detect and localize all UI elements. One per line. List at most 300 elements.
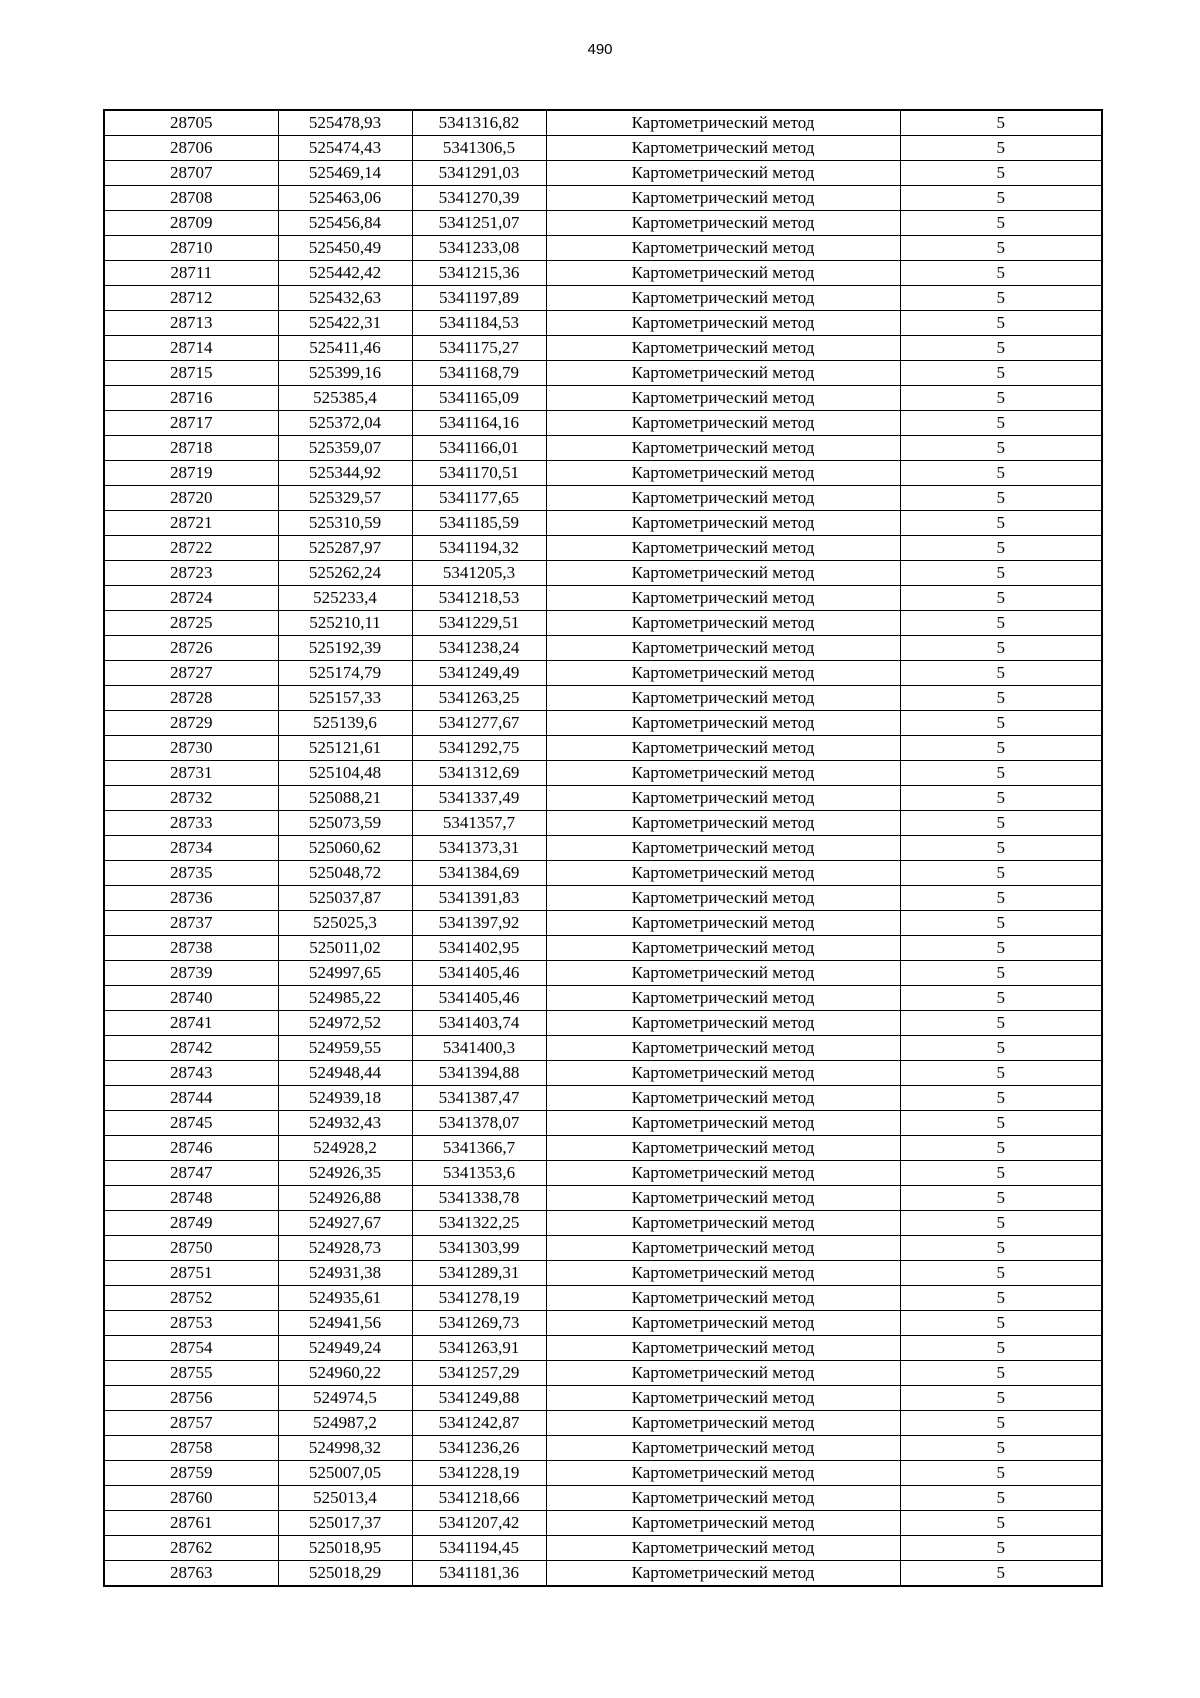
x-coordinate-cell: 525017,37 <box>278 1511 412 1536</box>
point-number-cell: 28731 <box>104 761 278 786</box>
accuracy-cell: 5 <box>900 211 1102 236</box>
table-row <box>104 561 1102 586</box>
table-row <box>104 1536 1102 1561</box>
method-cell: Картометрический метод <box>546 336 900 361</box>
table-row <box>104 286 1102 311</box>
point-number-cell: 28757 <box>104 1411 278 1436</box>
y-coordinate-cell: 5341394,88 <box>412 1061 546 1086</box>
accuracy-cell: 5 <box>900 836 1102 861</box>
y-coordinate-cell: 5341165,09 <box>412 386 546 411</box>
point-number-cell: 28758 <box>104 1436 278 1461</box>
table-row <box>104 586 1102 611</box>
x-coordinate-cell: 525157,33 <box>278 686 412 711</box>
point-number-cell: 28727 <box>104 661 278 686</box>
accuracy-cell: 5 <box>900 861 1102 886</box>
y-coordinate-cell: 5341391,83 <box>412 886 546 911</box>
y-coordinate-cell: 5341405,46 <box>412 961 546 986</box>
accuracy-cell: 5 <box>900 661 1102 686</box>
accuracy-cell: 5 <box>900 1061 1102 1086</box>
method-cell: Картометрический метод <box>546 986 900 1011</box>
point-number-cell: 28725 <box>104 611 278 636</box>
y-coordinate-cell: 5341387,47 <box>412 1086 546 1111</box>
y-coordinate-cell: 5341233,08 <box>412 236 546 261</box>
x-coordinate-cell: 525233,4 <box>278 586 412 611</box>
x-coordinate-cell: 524935,61 <box>278 1286 412 1311</box>
method-cell: Картометрический метод <box>546 211 900 236</box>
x-coordinate-cell: 525344,92 <box>278 461 412 486</box>
y-coordinate-cell: 5341215,36 <box>412 261 546 286</box>
page-number: 490 <box>587 41 613 58</box>
x-coordinate-cell: 524927,67 <box>278 1211 412 1236</box>
point-number-cell: 28724 <box>104 586 278 611</box>
point-number-cell: 28738 <box>104 936 278 961</box>
accuracy-cell: 5 <box>900 161 1102 186</box>
point-number-cell: 28734 <box>104 836 278 861</box>
accuracy-cell: 5 <box>900 461 1102 486</box>
point-number-cell: 28749 <box>104 1211 278 1236</box>
accuracy-cell: 5 <box>900 611 1102 636</box>
y-coordinate-cell: 5341322,25 <box>412 1211 546 1236</box>
x-coordinate-cell: 524926,88 <box>278 1186 412 1211</box>
point-number-cell: 28759 <box>104 1461 278 1486</box>
x-coordinate-cell: 525474,43 <box>278 136 412 161</box>
accuracy-cell: 5 <box>900 761 1102 786</box>
point-number-cell: 28743 <box>104 1061 278 1086</box>
table-body <box>104 110 1102 1586</box>
x-coordinate-cell: 525469,14 <box>278 161 412 186</box>
table-row <box>104 1561 1102 1587</box>
accuracy-cell: 5 <box>900 1361 1102 1386</box>
point-number-cell: 28726 <box>104 636 278 661</box>
method-cell: Картометрический метод <box>546 1086 900 1111</box>
y-coordinate-cell: 5341170,51 <box>412 461 546 486</box>
y-coordinate-cell: 5341228,19 <box>412 1461 546 1486</box>
point-number-cell: 28729 <box>104 711 278 736</box>
point-number-cell: 28763 <box>104 1561 278 1587</box>
method-cell: Картометрический метод <box>546 1111 900 1136</box>
accuracy-cell: 5 <box>900 886 1102 911</box>
x-coordinate-cell: 525018,29 <box>278 1561 412 1587</box>
x-coordinate-cell: 525422,31 <box>278 311 412 336</box>
point-number-cell: 28746 <box>104 1136 278 1161</box>
method-cell: Картометрический метод <box>546 1486 900 1511</box>
y-coordinate-cell: 5341251,07 <box>412 211 546 236</box>
accuracy-cell: 5 <box>900 1336 1102 1361</box>
point-number-cell: 28748 <box>104 1186 278 1211</box>
method-cell: Картометрический метод <box>546 961 900 986</box>
x-coordinate-cell: 525329,57 <box>278 486 412 511</box>
table-row <box>104 486 1102 511</box>
table-row <box>104 436 1102 461</box>
point-number-cell: 28761 <box>104 1511 278 1536</box>
y-coordinate-cell: 5341166,01 <box>412 436 546 461</box>
accuracy-cell: 5 <box>900 110 1102 136</box>
method-cell: Картометрический метод <box>546 1186 900 1211</box>
method-cell: Картометрический метод <box>546 186 900 211</box>
table-row <box>104 211 1102 236</box>
x-coordinate-cell: 525007,05 <box>278 1461 412 1486</box>
x-coordinate-cell: 525210,11 <box>278 611 412 636</box>
x-coordinate-cell: 525411,46 <box>278 336 412 361</box>
x-coordinate-cell: 524960,22 <box>278 1361 412 1386</box>
y-coordinate-cell: 5341402,95 <box>412 936 546 961</box>
method-cell: Картометрический метод <box>546 436 900 461</box>
y-coordinate-cell: 5341164,16 <box>412 411 546 436</box>
method-cell: Картометрический метод <box>546 1136 900 1161</box>
x-coordinate-cell: 525013,4 <box>278 1486 412 1511</box>
x-coordinate-cell: 524959,55 <box>278 1036 412 1061</box>
point-number-cell: 28736 <box>104 886 278 911</box>
table-row <box>104 386 1102 411</box>
x-coordinate-cell: 525359,07 <box>278 436 412 461</box>
accuracy-cell: 5 <box>900 311 1102 336</box>
table-row <box>104 1436 1102 1461</box>
x-coordinate-cell: 525385,4 <box>278 386 412 411</box>
method-cell: Картометрический метод <box>546 261 900 286</box>
point-number-cell: 28735 <box>104 861 278 886</box>
accuracy-cell: 5 <box>900 1286 1102 1311</box>
table-row <box>104 661 1102 686</box>
x-coordinate-cell: 525399,16 <box>278 361 412 386</box>
y-coordinate-cell: 5341184,53 <box>412 311 546 336</box>
y-coordinate-cell: 5341194,32 <box>412 536 546 561</box>
x-coordinate-cell: 524997,65 <box>278 961 412 986</box>
point-number-cell: 28720 <box>104 486 278 511</box>
method-cell: Картометрический метод <box>546 1561 900 1587</box>
x-coordinate-cell: 525121,61 <box>278 736 412 761</box>
point-number-cell: 28732 <box>104 786 278 811</box>
x-coordinate-cell: 525463,06 <box>278 186 412 211</box>
y-coordinate-cell: 5341277,67 <box>412 711 546 736</box>
y-coordinate-cell: 5341269,73 <box>412 1311 546 1336</box>
y-coordinate-cell: 5341257,29 <box>412 1361 546 1386</box>
point-number-cell: 28718 <box>104 436 278 461</box>
point-number-cell: 28740 <box>104 986 278 1011</box>
y-coordinate-cell: 5341306,5 <box>412 136 546 161</box>
method-cell: Картометрический метод <box>546 1361 900 1386</box>
method-cell: Картометрический метод <box>546 761 900 786</box>
method-cell: Картометрический метод <box>546 1511 900 1536</box>
x-coordinate-cell: 524928,2 <box>278 1136 412 1161</box>
y-coordinate-cell: 5341185,59 <box>412 511 546 536</box>
x-coordinate-cell: 524926,35 <box>278 1161 412 1186</box>
coordinates-table <box>103 109 1103 1587</box>
y-coordinate-cell: 5341175,27 <box>412 336 546 361</box>
x-coordinate-cell: 525174,79 <box>278 661 412 686</box>
method-cell: Картометрический метод <box>546 286 900 311</box>
table-row <box>104 1261 1102 1286</box>
x-coordinate-cell: 525011,02 <box>278 936 412 961</box>
y-coordinate-cell: 5341357,7 <box>412 811 546 836</box>
method-cell: Картометрический метод <box>546 636 900 661</box>
method-cell: Картометрический метод <box>546 1061 900 1086</box>
point-number-cell: 28723 <box>104 561 278 586</box>
y-coordinate-cell: 5341400,3 <box>412 1036 546 1061</box>
method-cell: Картометрический метод <box>546 1461 900 1486</box>
method-cell: Картометрический метод <box>546 461 900 486</box>
accuracy-cell: 5 <box>900 711 1102 736</box>
point-number-cell: 28756 <box>104 1386 278 1411</box>
point-number-cell: 28710 <box>104 236 278 261</box>
table-row <box>104 986 1102 1011</box>
table-row <box>104 261 1102 286</box>
table-row <box>104 761 1102 786</box>
method-cell: Картометрический метод <box>546 136 900 161</box>
table-row <box>104 136 1102 161</box>
accuracy-cell: 5 <box>900 261 1102 286</box>
point-number-cell: 28711 <box>104 261 278 286</box>
y-coordinate-cell: 5341249,88 <box>412 1386 546 1411</box>
accuracy-cell: 5 <box>900 811 1102 836</box>
table-row <box>104 186 1102 211</box>
table-row <box>104 1211 1102 1236</box>
y-coordinate-cell: 5341207,42 <box>412 1511 546 1536</box>
accuracy-cell: 5 <box>900 936 1102 961</box>
table-row <box>104 1136 1102 1161</box>
method-cell: Картометрический метод <box>546 1436 900 1461</box>
table-row <box>104 1486 1102 1511</box>
x-coordinate-cell: 525037,87 <box>278 886 412 911</box>
x-coordinate-cell: 525310,59 <box>278 511 412 536</box>
y-coordinate-cell: 5341263,25 <box>412 686 546 711</box>
accuracy-cell: 5 <box>900 361 1102 386</box>
point-number-cell: 28709 <box>104 211 278 236</box>
point-number-cell: 28713 <box>104 311 278 336</box>
method-cell: Картометрический метод <box>546 1411 900 1436</box>
accuracy-cell: 5 <box>900 1536 1102 1561</box>
method-cell: Картометрический метод <box>546 1311 900 1336</box>
y-coordinate-cell: 5341238,24 <box>412 636 546 661</box>
y-coordinate-cell: 5341366,7 <box>412 1136 546 1161</box>
accuracy-cell: 5 <box>900 1486 1102 1511</box>
x-coordinate-cell: 525262,24 <box>278 561 412 586</box>
table-row <box>104 936 1102 961</box>
y-coordinate-cell: 5341384,69 <box>412 861 546 886</box>
y-coordinate-cell: 5341353,6 <box>412 1161 546 1186</box>
accuracy-cell: 5 <box>900 1186 1102 1211</box>
table-row <box>104 1461 1102 1486</box>
x-coordinate-cell: 524987,2 <box>278 1411 412 1436</box>
table-row <box>104 1011 1102 1036</box>
table-row <box>104 711 1102 736</box>
table-row <box>104 1236 1102 1261</box>
y-coordinate-cell: 5341378,07 <box>412 1111 546 1136</box>
accuracy-cell: 5 <box>900 561 1102 586</box>
y-coordinate-cell: 5341289,31 <box>412 1261 546 1286</box>
method-cell: Картометрический метод <box>546 1336 900 1361</box>
point-number-cell: 28730 <box>104 736 278 761</box>
table-row <box>104 736 1102 761</box>
accuracy-cell: 5 <box>900 1561 1102 1587</box>
method-cell: Картометрический метод <box>546 686 900 711</box>
accuracy-cell: 5 <box>900 1211 1102 1236</box>
table-row <box>104 161 1102 186</box>
x-coordinate-cell: 524941,56 <box>278 1311 412 1336</box>
y-coordinate-cell: 5341316,82 <box>412 110 546 136</box>
table-row <box>104 861 1102 886</box>
point-number-cell: 28706 <box>104 136 278 161</box>
point-number-cell: 28737 <box>104 911 278 936</box>
method-cell: Картометрический метод <box>546 736 900 761</box>
method-cell: Картометрический метод <box>546 110 900 136</box>
y-coordinate-cell: 5341292,75 <box>412 736 546 761</box>
table-row <box>104 511 1102 536</box>
accuracy-cell: 5 <box>900 486 1102 511</box>
point-number-cell: 28707 <box>104 161 278 186</box>
x-coordinate-cell: 524939,18 <box>278 1086 412 1111</box>
accuracy-cell: 5 <box>900 736 1102 761</box>
accuracy-cell: 5 <box>900 1086 1102 1111</box>
method-cell: Картометрический метод <box>546 1536 900 1561</box>
x-coordinate-cell: 524931,38 <box>278 1261 412 1286</box>
point-number-cell: 28722 <box>104 536 278 561</box>
x-coordinate-cell: 525442,42 <box>278 261 412 286</box>
method-cell: Картометрический метод <box>546 886 900 911</box>
point-number-cell: 28721 <box>104 511 278 536</box>
method-cell: Картометрический метод <box>546 486 900 511</box>
accuracy-cell: 5 <box>900 236 1102 261</box>
x-coordinate-cell: 524932,43 <box>278 1111 412 1136</box>
table-row <box>104 1186 1102 1211</box>
method-cell: Картометрический метод <box>546 161 900 186</box>
y-coordinate-cell: 5341218,66 <box>412 1486 546 1511</box>
point-number-cell: 28719 <box>104 461 278 486</box>
x-coordinate-cell: 524974,5 <box>278 1386 412 1411</box>
x-coordinate-cell: 525018,95 <box>278 1536 412 1561</box>
point-number-cell: 28714 <box>104 336 278 361</box>
accuracy-cell: 5 <box>900 386 1102 411</box>
y-coordinate-cell: 5341177,65 <box>412 486 546 511</box>
method-cell: Картометрический метод <box>546 1211 900 1236</box>
accuracy-cell: 5 <box>900 1236 1102 1261</box>
method-cell: Картометрический метод <box>546 536 900 561</box>
accuracy-cell: 5 <box>900 1011 1102 1036</box>
point-number-cell: 28739 <box>104 961 278 986</box>
accuracy-cell: 5 <box>900 186 1102 211</box>
method-cell: Картометрический метод <box>546 236 900 261</box>
y-coordinate-cell: 5341405,46 <box>412 986 546 1011</box>
y-coordinate-cell: 5341229,51 <box>412 611 546 636</box>
y-coordinate-cell: 5341403,74 <box>412 1011 546 1036</box>
accuracy-cell: 5 <box>900 1036 1102 1061</box>
y-coordinate-cell: 5341249,49 <box>412 661 546 686</box>
point-number-cell: 28717 <box>104 411 278 436</box>
accuracy-cell: 5 <box>900 136 1102 161</box>
y-coordinate-cell: 5341205,3 <box>412 561 546 586</box>
method-cell: Картометрический метод <box>546 1286 900 1311</box>
point-number-cell: 28745 <box>104 1111 278 1136</box>
accuracy-cell: 5 <box>900 1411 1102 1436</box>
y-coordinate-cell: 5341181,36 <box>412 1561 546 1587</box>
method-cell: Картометрический метод <box>546 1386 900 1411</box>
accuracy-cell: 5 <box>900 436 1102 461</box>
method-cell: Картометрический метод <box>546 861 900 886</box>
accuracy-cell: 5 <box>900 336 1102 361</box>
y-coordinate-cell: 5341168,79 <box>412 361 546 386</box>
y-coordinate-cell: 5341194,45 <box>412 1536 546 1561</box>
y-coordinate-cell: 5341338,78 <box>412 1186 546 1211</box>
y-coordinate-cell: 5341242,87 <box>412 1411 546 1436</box>
method-cell: Картометрический метод <box>546 1261 900 1286</box>
table-row <box>104 1061 1102 1086</box>
accuracy-cell: 5 <box>900 511 1102 536</box>
point-number-cell: 28751 <box>104 1261 278 1286</box>
x-coordinate-cell: 525088,21 <box>278 786 412 811</box>
method-cell: Картометрический метод <box>546 661 900 686</box>
table-row <box>104 461 1102 486</box>
table-row <box>104 786 1102 811</box>
table-row <box>104 110 1102 136</box>
accuracy-cell: 5 <box>900 986 1102 1011</box>
y-coordinate-cell: 5341312,69 <box>412 761 546 786</box>
table-row <box>104 1086 1102 1111</box>
x-coordinate-cell: 524948,44 <box>278 1061 412 1086</box>
x-coordinate-cell: 524928,73 <box>278 1236 412 1261</box>
accuracy-cell: 5 <box>900 1311 1102 1336</box>
accuracy-cell: 5 <box>900 586 1102 611</box>
accuracy-cell: 5 <box>900 1511 1102 1536</box>
accuracy-cell: 5 <box>900 636 1102 661</box>
table-row <box>104 1161 1102 1186</box>
y-coordinate-cell: 5341303,99 <box>412 1236 546 1261</box>
x-coordinate-cell: 524972,52 <box>278 1011 412 1036</box>
method-cell: Картометрический метод <box>546 586 900 611</box>
x-coordinate-cell: 525456,84 <box>278 211 412 236</box>
accuracy-cell: 5 <box>900 1136 1102 1161</box>
method-cell: Картометрический метод <box>546 786 900 811</box>
method-cell: Картометрический метод <box>546 911 900 936</box>
table-row <box>104 811 1102 836</box>
x-coordinate-cell: 525139,6 <box>278 711 412 736</box>
y-coordinate-cell: 5341337,49 <box>412 786 546 811</box>
point-number-cell: 28741 <box>104 1011 278 1036</box>
method-cell: Картометрический метод <box>546 361 900 386</box>
table-row <box>104 961 1102 986</box>
x-coordinate-cell: 525478,93 <box>278 110 412 136</box>
point-number-cell: 28716 <box>104 386 278 411</box>
point-number-cell: 28755 <box>104 1361 278 1386</box>
table-row <box>104 361 1102 386</box>
accuracy-cell: 5 <box>900 1436 1102 1461</box>
y-coordinate-cell: 5341236,26 <box>412 1436 546 1461</box>
accuracy-cell: 5 <box>900 1111 1102 1136</box>
x-coordinate-cell: 525432,63 <box>278 286 412 311</box>
point-number-cell: 28715 <box>104 361 278 386</box>
y-coordinate-cell: 5341218,53 <box>412 586 546 611</box>
table-row <box>104 911 1102 936</box>
point-number-cell: 28728 <box>104 686 278 711</box>
point-number-cell: 28753 <box>104 1311 278 1336</box>
accuracy-cell: 5 <box>900 786 1102 811</box>
accuracy-cell: 5 <box>900 961 1102 986</box>
accuracy-cell: 5 <box>900 1386 1102 1411</box>
x-coordinate-cell: 524985,22 <box>278 986 412 1011</box>
x-coordinate-cell: 525104,48 <box>278 761 412 786</box>
point-number-cell: 28742 <box>104 1036 278 1061</box>
method-cell: Картометрический метод <box>546 1161 900 1186</box>
point-number-cell: 28712 <box>104 286 278 311</box>
table-row <box>104 411 1102 436</box>
table-row <box>104 636 1102 661</box>
method-cell: Картометрический метод <box>546 311 900 336</box>
accuracy-cell: 5 <box>900 411 1102 436</box>
table-row <box>104 611 1102 636</box>
point-number-cell: 28754 <box>104 1336 278 1361</box>
y-coordinate-cell: 5341197,89 <box>412 286 546 311</box>
method-cell: Картометрический метод <box>546 611 900 636</box>
table-row <box>104 886 1102 911</box>
table-row <box>104 536 1102 561</box>
